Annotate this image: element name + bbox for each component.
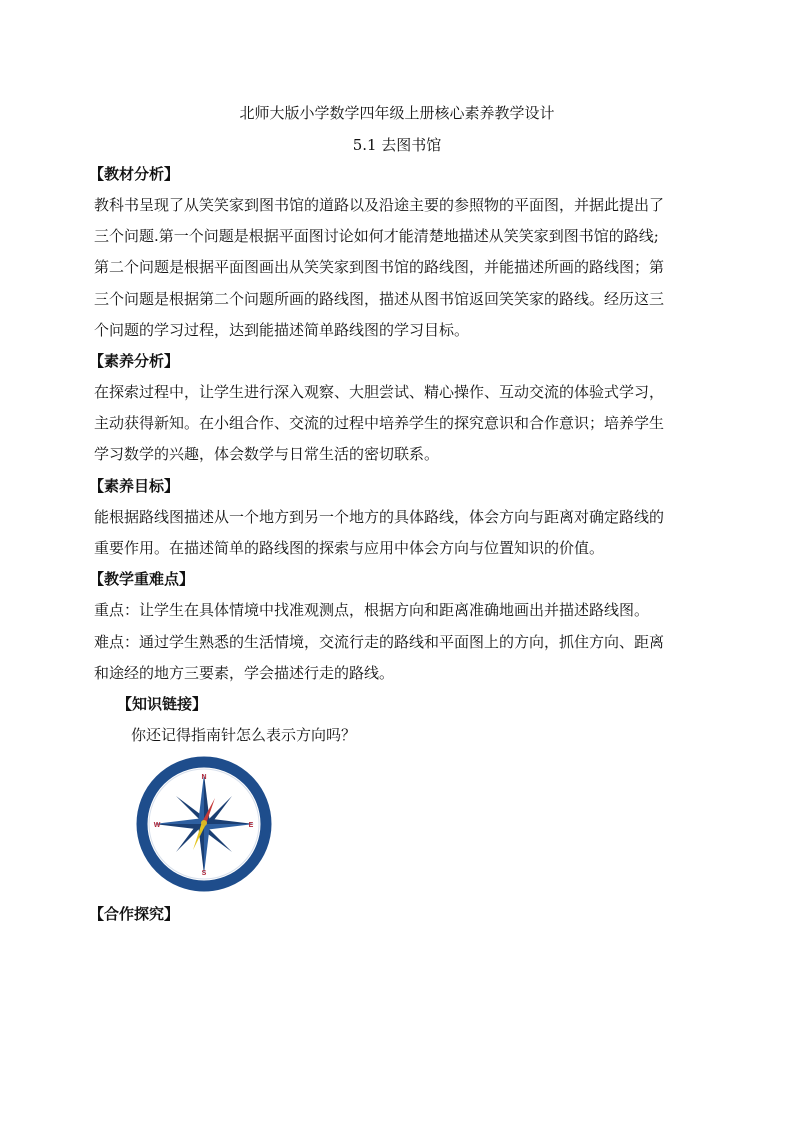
paragraph-line: 第二个问题是根据平面图画出从笑笑家到图书馆的路线图，并能描述所画的路线图；第: [94, 258, 665, 276]
compass-label-south: S: [201, 870, 207, 877]
document-subtitle: 5.1 去图书馆: [352, 136, 442, 154]
section-heading-literacy-goals: 【素养目标】: [89, 477, 180, 495]
paragraph-line: 三个问题.第一个问题是根据平面图讨论如何才能清楚地描述从笑笑家到图书馆的路线;: [94, 227, 659, 245]
compass-label-east: E: [248, 822, 254, 829]
paragraph-line: 和途经的地方三要素，学会描述行走的路线。: [94, 664, 395, 682]
section-heading-cooperative-inquiry: 【合作探究】: [89, 905, 180, 923]
compass-image: [136, 756, 272, 892]
paragraph-line: 重点：让学生在具体情境中找准观测点，根据方向和距离准确地画出并描述路线图。: [94, 601, 650, 619]
paragraph-line: 教科书呈现了从笑笑家到图书馆的道路以及沿途主要的参照物的平面图，并据此提出了: [94, 196, 665, 214]
compass-icon: [136, 756, 272, 892]
compass-label-west: W: [153, 822, 161, 829]
section-heading-knowledge-link: 【知识链接】: [117, 695, 208, 713]
paragraph-line: 能根据路线图描述从一个地方到另一个地方的具体路线，体会方向与距离对确定路线的: [94, 508, 665, 526]
section-heading-textbook-analysis: 【教材分析】: [89, 165, 180, 183]
paragraph-line: 难点：通过学生熟悉的生活情境，交流行走的路线和平面图上的方向，抓住方向、距离: [94, 633, 665, 651]
section-heading-key-points: 【教学重难点】: [89, 570, 195, 588]
paragraph-line: 三个问题是根据第二个问题所画的路线图，描述从图书馆返回笑笑家的路线。经历这三: [94, 290, 665, 308]
section-heading-literacy-analysis: 【素养分析】: [89, 352, 180, 370]
knowledge-link-question: 你还记得指南针怎么表示方向吗？: [131, 726, 357, 744]
paragraph-line: 重要作用。在描述简单的路线图的探索与应用中体会方向与位置知识的价值。: [94, 539, 605, 557]
document-title: 北师大版小学数学四年级上册核心素养教学设计: [239, 104, 555, 122]
paragraph-line: 主动获得新知。在小组合作、交流的过程中培养学生的探究意识和合作意识；培养学生: [94, 414, 665, 432]
compass-label-north: N: [201, 774, 207, 781]
paragraph-line: 个问题的学习过程，达到能描述简单路线图的学习目标。: [94, 321, 470, 339]
paragraph-line: 在探索过程中，让学生进行深入观察、大胆尝试、精心操作、互动交流的体验式学习，: [94, 383, 665, 401]
paragraph-line: 学习数学的兴趣，体会数学与日常生活的密切联系。: [94, 445, 440, 463]
